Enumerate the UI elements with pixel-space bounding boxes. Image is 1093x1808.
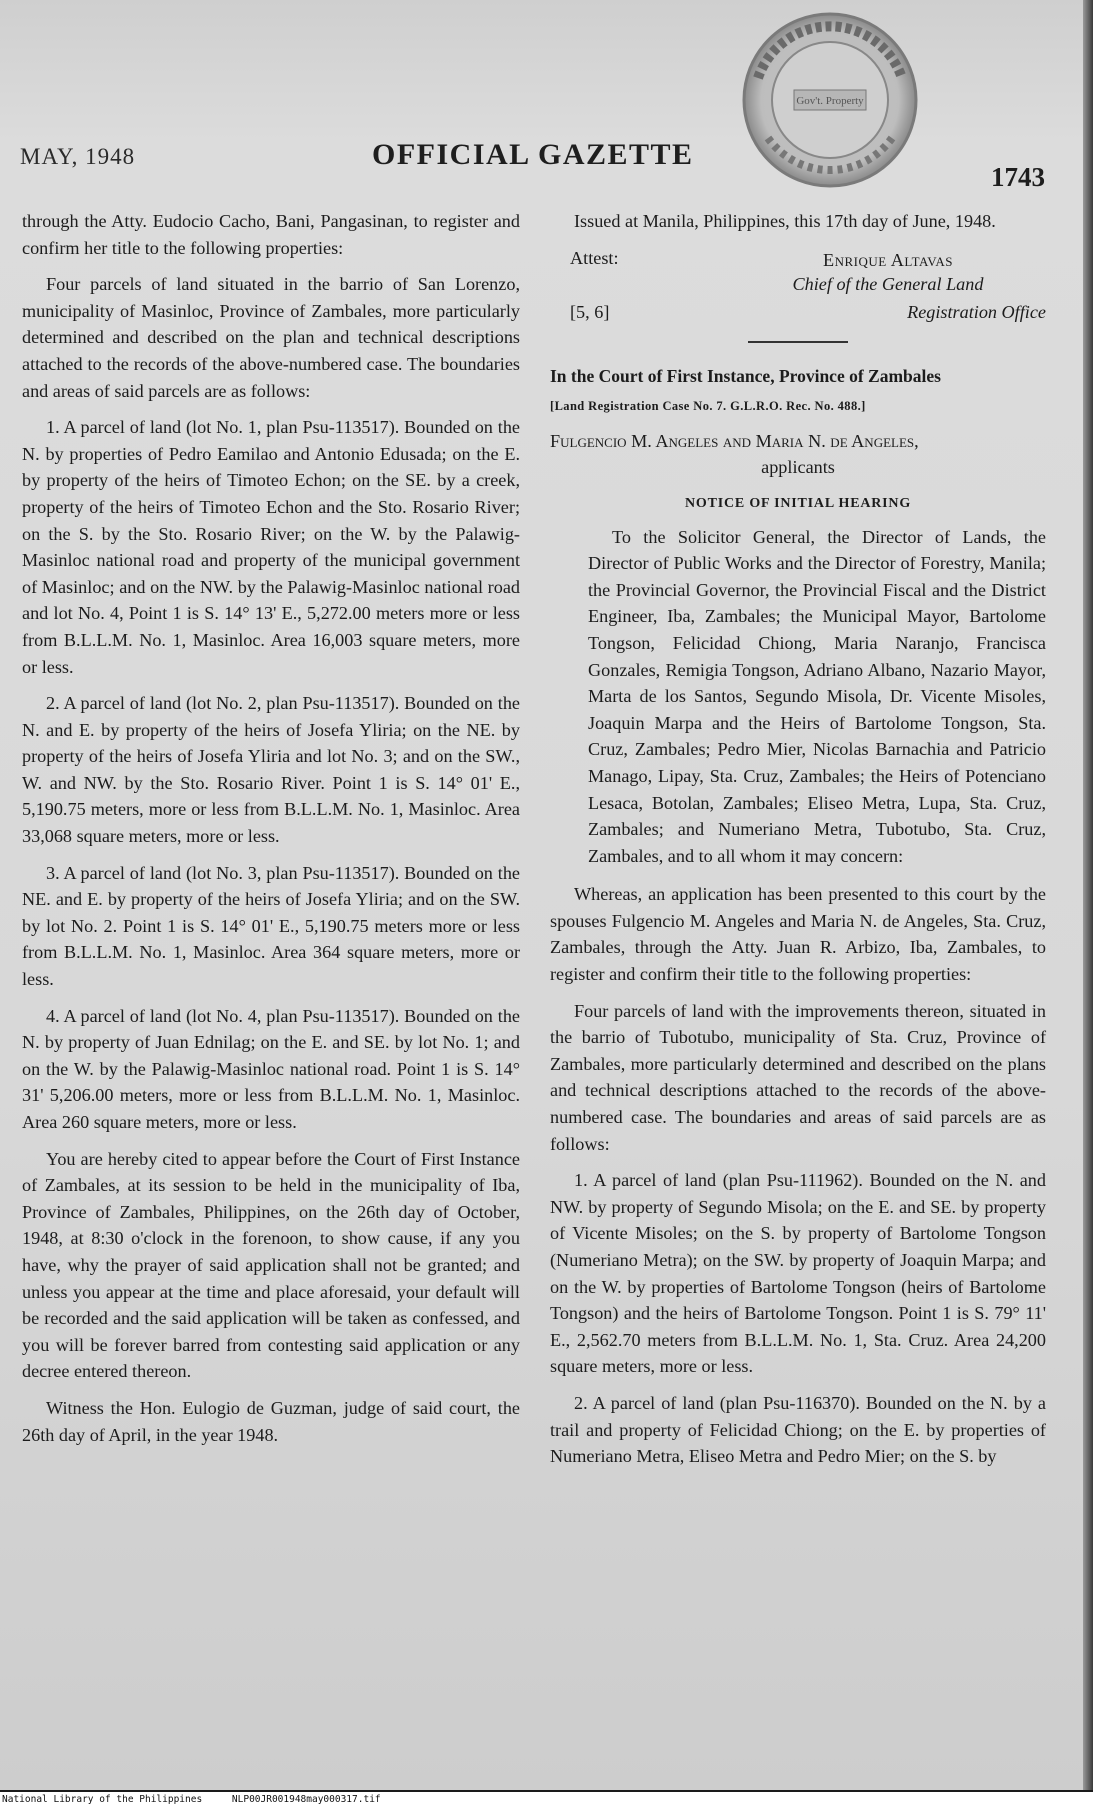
paragraph-four-parcels: Four parcels of land with the improvements thereon, situated in the barrio of Tubotubo, municipality of Sta. Cruz, Province of Zambales, more particularly determined and described on the plans and technical descriptions attached to the records of the above-numbered case. The boundaries and areas of said parcels are as follows: (550, 1000, 1046, 1154)
applicants-label: applicants (761, 457, 835, 478)
issue-date: MAY, 1948 (20, 144, 136, 169)
notice-title: NOTICE OF INITIAL HEARING (684, 495, 912, 511)
paragraph-citation: You are hereby cited to appear before the Court of First Instance of Zambales, at its session to be held in the municipality of Iba, Province of Zambales, Philippines, on the 26th day of October, 1948, at 8:30 o'clock in the forenoon, to show cause, if any you have, why the prayer of said application shall not be granted; and unless you appear at the time and place aforesaid, your default will be recorded and the said application will be taken as confessed, and you will be forever barred from contesting said application or any decree entered thereon. (22, 1148, 520, 1382)
addressees-block: To the Solicitor General, the Director of Lands, the Director of Public Works and the Director of Forestry, Manila; the Provincial Governor, the Provincial Fiscal and the District Engineer, Iba, Zambales; the Municipal Mayor, Bartolome Tongson, Felicidad Chiong, Maria Naranjo, Francisca Gonzales, Remigia Tongson, Adriano Albano, Nazario Mayor, Marta de los Santos, Segundo Misola, Dr. Vicente Misoles, Joaquin Marpa and the Heirs of Bartolome Tongson, Sta. Cruz, Zambales; Pedro Mier, Nicolas Barnachia and Patricio Manago, Lipay, Sta. Cruz, Zambales; the Heirs of Potenciano Lesaca, Botolan, Zambales; Eliseo Metra, Lupa, Sta. Cruz, Zambales; and Numeriano Metra, Tubotubo, Sta. Cruz, Zambales, and to all whom it may concern: (588, 526, 1046, 866)
right-column (550, 208, 1046, 1480)
issue-bracket: [5, 6] (570, 301, 610, 322)
paragraph-issued: Issued at Manila, Philippines, this 17th day of June, 1948. (574, 211, 996, 231)
section-divider (748, 341, 848, 343)
page-number: 1743 (991, 162, 1045, 192)
paragraph-parcel-2: 2. A parcel of land (plan Psu-116370). Bounded on the N. by a trail and property of Felicidad Chiong; on the E. by properties of Numeriano Metra, Eliseo Metra and Pedro Mier; on the S. by (550, 1392, 1046, 1467)
attest-block (550, 245, 1046, 299)
library-seal-stamp-icon (738, 8, 922, 192)
paragraph-parcel-1: 1. A parcel of land (plan Psu-111962). Bounded on the N. and NW. by property of Segundo Misola; on the E. and SE. by property of Vicente Misoles; on the S. by property of Bartolome Tongson (Numeriano Metra); on the SW. by property of Joaquin Marpa; and on the W. by properties of Bartolome Tongson (heirs of Bartolome Tongson) and the heirs of Bartolome Tongson. Point 1 is S. 79° 11' E., 2,562.70 meters from B.L.L.M. No. 1, Sta. Cruz. Area 24,200 square meters, more or less. (550, 1170, 1046, 1377)
attest-label: Attest: (570, 247, 619, 268)
page-edge-shadow (1083, 0, 1093, 1790)
footer-filename: NLP00JR001948may000317.tif (231, 1794, 381, 1805)
paragraph-witness: Witness the Hon. Eulogio de Guzman, judge of said court, the 26th day of April, in the year 1948. (22, 1397, 520, 1445)
stamp-text: Gov't. Property (796, 95, 864, 107)
paragraph-lot-2: 2. A parcel of land (lot No. 2, plan Psu-113517). Bounded on the N. and E. by property of the heirs of Josefa Yliria; on the NE. by property of the heirs of Josefa Yliria and lot No. 3; and on the SW., W. and NW. by the Sto. Rosario River. Point 1 is S. 14° 01' E., 5,190.75 meters, more or less from B.L.L.M. No. 1, Masinloc. Area 33,068 square meters, more or less. (22, 693, 520, 847)
applicants-names: Fulgencio M. Angeles and Maria N. de Angeles, (550, 430, 919, 451)
left-column (22, 208, 520, 1458)
paragraph-lot-1: 1. A parcel of land (lot No. 1, plan Psu-113517). Bounded on the N. by properties of Pedro Eamilao and Antonio Edusada; on the E. by property of the heirs of Timoteo Echon; on the SE. by a creek, property of the heirs of Timoteo Echon and the Sto. Rosario River; on the S. by the Sto. Rosario River; on the W. by the Palawig-Masinloc national road and property of the municipal government of Masinloc; and on the NW. by the Palawig-Masinloc national road and lot No. 4, Point 1 is S. 14° 13' E., 5,272.00 meters more or less from B.L.L.M. No. 1, Masinloc. Area 16,003 square meters, more or less. (22, 417, 520, 677)
case-reference: [Land Registration Case No. 7. G.L.R.O. Rec. No. 488.] (550, 399, 866, 414)
paragraph-continuation: through the Atty. Eudocio Cacho, Bani, Pangasinan, to register and confirm her title to the following properties: (22, 211, 520, 258)
court-heading: In the Court of First Instance, Province of Zambales (550, 365, 941, 386)
paragraph-lot-4: 4. A parcel of land (lot No. 4, plan Psu-113517). Bounded on the N. by property of Juan Ednilag; on the E. and SE. by lot No. 1; and on the W. by the Palawig-Masinloc national road. Point 1 is S. 14° 31' 5,206.00 meters, more or less from B.L.L.M. No. 1, Masinloc. Area 260 square meters, more or less. (22, 1005, 520, 1132)
publication-title: OFFICIAL GAZETTE (372, 138, 694, 171)
bracket-row (550, 299, 1046, 327)
attest-title-line-2: Registration Office (907, 301, 1046, 322)
scan-footer (0, 1792, 1093, 1808)
paragraph-whereas: Whereas, an application has been presented to this court by the spouses Fulgencio M. Angeles and Maria N. de Angeles, Sta. Cruz, Zambales, through the Atty. Juan R. Arbizo, Iba, Zambales, to register and confirm their title to the following properties: (550, 884, 1046, 985)
page-header (0, 138, 1093, 198)
paragraph-lot-3: 3. A parcel of land (lot No. 3, plan Psu-113517). Bounded on the NE. and E. by property of the heirs of Josefa Yliria; and on the SW. by lot No. 2. Point 1 is S. 14° 01' E., 5,190.75 meters more or less from B.L.L.M. No. 1, Masinloc. Area 364 square meters, more or less. (22, 862, 520, 990)
paragraph-parcels-intro: Four parcels of land situated in the barrio of San Lorenzo, municipality of Masinloc, Province of Zambales, more particularly determined and described on the plan and technical descriptions attached to the records of the above-numbered case. The boundaries and areas of said parcels are as follows: (22, 274, 520, 401)
attest-title-line-1: Chief of the General Land (792, 273, 984, 294)
attest-signatory: Enrique Altavas (822, 249, 954, 270)
footer-library: National Library of the Philippines (2, 1794, 203, 1805)
